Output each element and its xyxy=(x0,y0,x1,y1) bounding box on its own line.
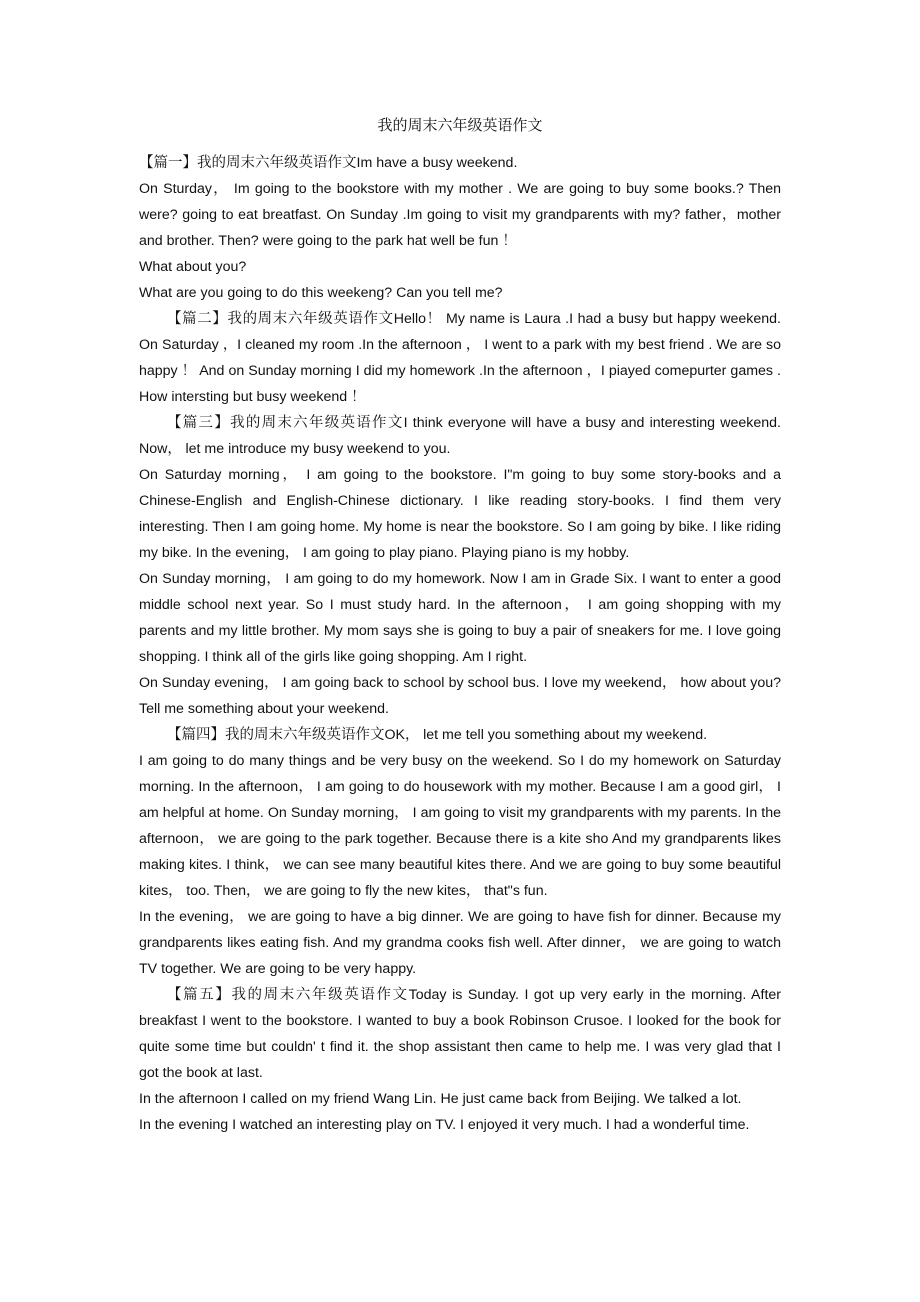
section-4-heading: 【篇四】我的周末六年级英语作文 xyxy=(167,727,385,743)
section-4-para-1: OK， let me tell you something about my weekend. xyxy=(384,727,708,743)
document-title: 我的周末六年级英语作文 xyxy=(377,116,543,134)
section-1-intro xyxy=(139,150,781,176)
section-4-intro xyxy=(139,722,781,748)
section-1-heading: 【篇一】我的周末六年级英语作文 xyxy=(139,155,357,171)
section-5-para-3: In the evening I watched an interesting play on TV. I enjoyed it very much. I had a wonderful time. xyxy=(139,1117,750,1133)
section-2-intro xyxy=(139,306,781,410)
section-3-para-4: On Sunday evening， I am going back to school by school bus. I love my weekend， how about you? Tell me something about your weekend. xyxy=(139,675,781,717)
section-2-heading: 【篇二】我的周末六年级英语作文 xyxy=(167,311,394,327)
section-4-para-3: In the evening， we are going to have a big dinner. We are going to have fish for dinner. Because my grandparents likes eating fish. And my grandma cooks fish well. After dinner， we are going to watch TV together. We are going to be very happy. xyxy=(139,909,781,977)
section-5-para-1: Today is Sunday. I got up very early in the morning. After breakfast I went to the bookstore. I wanted to buy a book Robinson Crusoe. I looked for the book for quite some time but couldn' t find it. the shop assistant then came to help me. I was very glad that I got the book at last. xyxy=(139,987,782,1081)
section-4-para-2: I am going to do many things and be very busy on the weekend. So I do my homework on Saturday morning. In the afternoon， I am going to do housework with my mother. Because I am a good girl， I am helpful at home. On Sunday morning， I am going to visit my grandparents with my parents. In the afternoon， we are going to the park together. Because there is a kite sho And my grandparents likes making kites. I think， we can see many beautiful kites there. And we are going to buy some beautiful kites， too. Then， we are going to fly the new kites， that"s fun. xyxy=(139,753,781,899)
section-3-intro xyxy=(139,410,781,462)
section-5-intro xyxy=(139,982,781,1086)
section-1-para-2: On Sturday， Im going to the bookstore with my mother . We are going to buy some books.? Then were? going to eat breatfast. On Sunday .Im going to visit my grandparents with my? father，mother and brother. Then? were going to the park hat well be fun ！ xyxy=(139,181,781,249)
section-3-heading: 【篇三】我的周末六年级英语作文 xyxy=(167,415,404,431)
section-5-para-2: In the afternoon I called on my friend Wang Lin. He just came back from Beijing. We talked a lot. xyxy=(139,1091,742,1107)
section-1-para-3: What about you? xyxy=(139,259,247,275)
section-1-para-4: What are you going to do this weekeng? Can you tell me? xyxy=(139,285,503,301)
document-page xyxy=(139,112,781,1138)
section-3-para-3: On Sunday morning， I am going to do my homework. Now I am in Grade Six. I want to enter a good middle school next year. So I must study hard. In the afternoon， I am going shopping with my parents and my little brother. My mom says she is going to buy a pair of sneakers for me. I love going shopping. I think all of the girls like going shopping. Am I right. xyxy=(139,571,781,665)
section-3-para-1: I think everyone will have a busy and interesting weekend. Now， let me introduce my busy weekend to you. xyxy=(139,415,781,457)
section-3-para-2: On Saturday morning， I am going to the bookstore. I"m going to buy some story-books and a Chinese-English and English-Chinese dictionary. I like reading story-books. I find them very interesting. Then I am going home. My home is near the bookstore. So I am going by bike. I like riding my bike. In the evening， I am going to play piano. Playing piano is my hobby. xyxy=(139,467,781,561)
section-1-para-1: Im have a busy weekend. xyxy=(356,155,518,171)
section-5-heading: 【篇五】我的周末六年级英语作文 xyxy=(167,987,409,1003)
section-2-para-1: Hello！ My name is Laura .I had a busy but happy weekend. On Saturday ，I cleaned my room .In the afternoon ， I went to a park with my best friend . We are so happy ！ And on Sunday morning I did my homework .In the afternoon ，I piayed comepurter games . How intersting but busy weekend ！ xyxy=(139,311,782,405)
